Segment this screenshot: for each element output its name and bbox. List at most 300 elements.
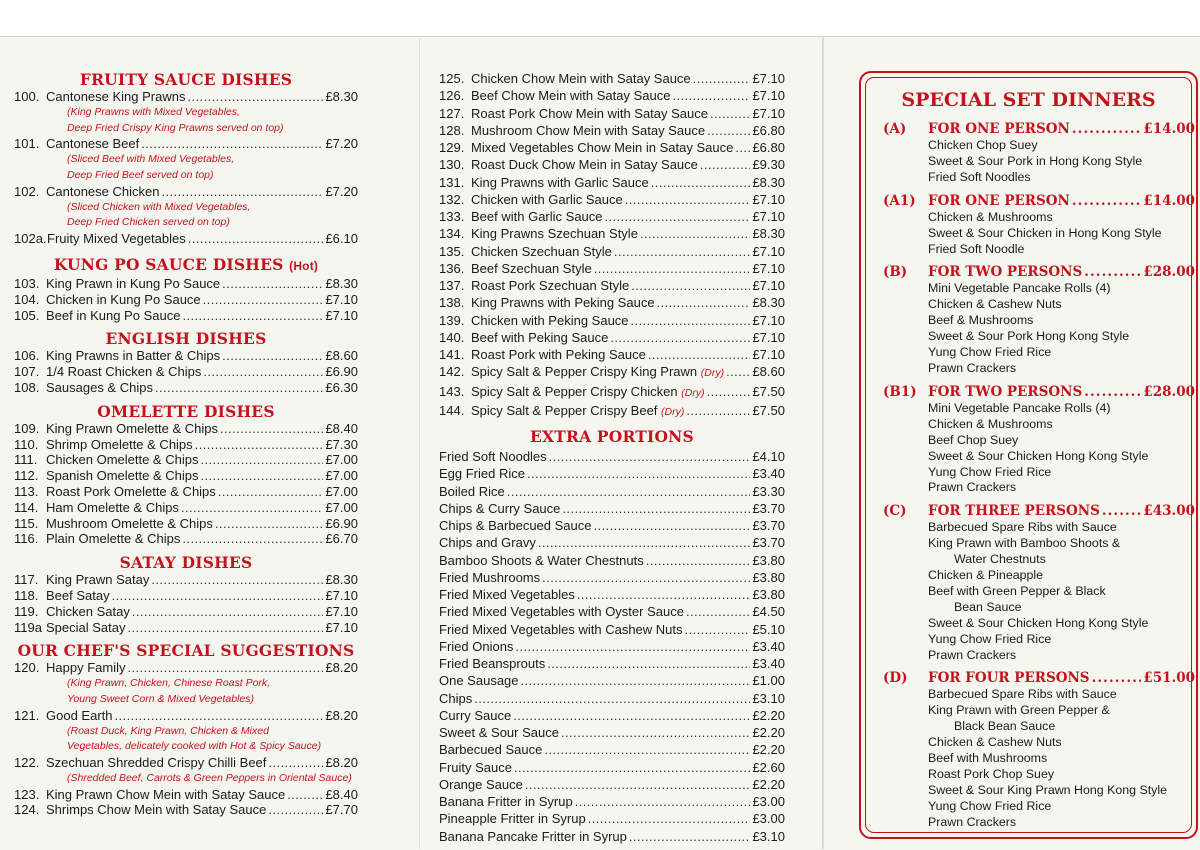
menu-item-row xyxy=(14,421,358,437)
dot-leader xyxy=(625,191,751,208)
item-name-text: Fried Mixed Vegetables with Cashew Nuts xyxy=(439,621,683,637)
item-name-text: Chicken with Peking Sauce xyxy=(471,312,629,328)
item-name-text: Fruity Mixed Vegetables xyxy=(47,231,186,247)
set-item: Mini Vegetable Pancake Rolls (4) xyxy=(928,400,1111,415)
item-price: £7.10 xyxy=(752,243,785,259)
item-name-text: Roast Pork Omelette & Chips xyxy=(46,483,216,499)
menu-item-row xyxy=(439,655,785,672)
dot-leader xyxy=(640,225,751,242)
item-name-text: Cantonese King Prawns xyxy=(46,89,186,104)
menu-item-row xyxy=(14,348,358,364)
item-price: £6.70 xyxy=(325,531,358,547)
item-name-text: Beef Satay xyxy=(46,587,110,603)
item-number: 125. xyxy=(439,71,465,86)
item-number: 122. xyxy=(14,755,40,771)
item-name xyxy=(46,184,159,200)
item-name-text: Fried Soft Noodles xyxy=(439,449,547,464)
menu-item-row xyxy=(439,638,785,655)
menu-item-row xyxy=(439,828,785,845)
set-label: FOR THREE PERSONS xyxy=(928,503,1100,520)
dot-leader xyxy=(203,292,324,308)
item-price: £8.30 xyxy=(752,174,785,190)
item-name xyxy=(439,672,519,689)
item-name xyxy=(471,312,629,329)
dot-leader xyxy=(155,380,324,396)
item-name-text: King Prawns in Batter & Chips xyxy=(46,348,221,364)
item-description: (King Prawn, Chicken, Chinese Roast Pork, xyxy=(67,677,271,690)
dot-leader xyxy=(182,308,323,324)
set-item: Chicken & Mushrooms xyxy=(928,416,1053,431)
item-number: 128. xyxy=(439,122,465,138)
item-name-text: Chips xyxy=(439,690,473,706)
item-name xyxy=(46,588,110,604)
dot-leader xyxy=(161,184,323,200)
item-price: £8.30 xyxy=(325,572,358,588)
item-name xyxy=(46,755,266,771)
item-price: £7.10 xyxy=(325,307,358,323)
item-number: 142. xyxy=(439,364,465,380)
item-name-text: Fried Onions xyxy=(439,638,514,654)
menu-item-row xyxy=(14,660,358,676)
menu-item-row xyxy=(439,724,785,741)
section-title-text: KUNG PO SAUCE DISHES xyxy=(53,254,284,274)
menu-item-row xyxy=(14,484,358,500)
dot-leader xyxy=(549,448,751,465)
dot-leader xyxy=(700,156,751,173)
menu-item-row xyxy=(439,483,785,500)
item-price: £7.10 xyxy=(752,209,785,224)
set-item: Sweet & Sour Chicken in Hong Kong Style xyxy=(928,225,1162,240)
item-name xyxy=(439,707,511,724)
set-item: Beef with Mushrooms xyxy=(928,751,1048,766)
set-item: Beef Chop Suey xyxy=(928,432,1019,447)
menu-item-row xyxy=(439,363,785,382)
item-number: 116. xyxy=(14,531,39,547)
item-price: £5.10 xyxy=(752,621,785,637)
item-name-text: Beef with Garlic Sauce xyxy=(471,209,603,224)
set-label: FOR ONE PERSON xyxy=(928,121,1070,137)
item-name xyxy=(471,122,705,139)
menu-item-row xyxy=(14,787,358,803)
set-item: Bean Sauce xyxy=(954,599,1022,614)
dot-leader xyxy=(474,690,750,707)
item-name xyxy=(439,586,575,603)
item-price: £4.10 xyxy=(752,449,785,464)
set-header xyxy=(883,384,1195,401)
item-price: £3.70 xyxy=(752,518,785,533)
dot-leader xyxy=(268,802,323,818)
item-number: 140. xyxy=(439,329,465,345)
dot-leader xyxy=(646,552,751,569)
menu-item-row xyxy=(14,452,358,468)
section-heading xyxy=(14,641,358,660)
set-item: Barbecued Spare Ribs with Sauce xyxy=(928,520,1117,535)
item-price: £7.10 xyxy=(752,191,785,207)
item-price: £7.10 xyxy=(752,329,785,345)
set-item: King Prawn with Bamboo Shoots & xyxy=(928,536,1121,551)
item-name xyxy=(46,89,185,105)
section-heading xyxy=(14,402,358,421)
dot-leader xyxy=(220,421,323,437)
item-name-text: Cantonese Chicken xyxy=(46,183,160,199)
menu-item-row xyxy=(14,308,358,324)
set-item: Sweet & Sour King Prawn Hong Kong Style xyxy=(928,782,1167,797)
item-number: 129. xyxy=(439,140,465,155)
item-price: £2.20 xyxy=(752,742,785,758)
item-name-text: Chicken with Garlic Sauce xyxy=(471,191,623,207)
item-name-text: Pineapple Fritter in Syrup xyxy=(439,811,586,827)
set-price: £14.00 xyxy=(1143,121,1195,137)
item-name-text: Chicken Omelette & Chips xyxy=(46,452,199,468)
item-name xyxy=(471,105,708,122)
section-title-text: OMELETTE DISHES xyxy=(97,401,275,421)
set-price: £43.00 xyxy=(1143,503,1195,520)
menu-item-row xyxy=(14,516,358,532)
item-price: £7.10 xyxy=(752,260,785,276)
item-name xyxy=(46,516,213,532)
item-name-text: Fried Mixed Vegetables xyxy=(439,587,575,602)
set-item: Prawn Crackers xyxy=(928,647,1017,662)
item-name xyxy=(471,243,612,260)
item-name xyxy=(439,552,644,569)
menu-item-row xyxy=(439,260,785,277)
dot-leader xyxy=(151,572,323,588)
menu-item-row xyxy=(14,708,358,724)
item-name-text: King Prawns Szechuan Style xyxy=(471,226,638,242)
item-number: 119a xyxy=(14,619,42,635)
item-name-text: Orange Sauce xyxy=(439,776,523,792)
dot-leader xyxy=(195,437,324,453)
menu-item-row xyxy=(14,468,358,484)
dot-leader xyxy=(1092,670,1142,687)
dot-leader xyxy=(593,517,750,534)
set-item: Yung Chow Fried Rice xyxy=(928,631,1052,646)
item-price: £2.20 xyxy=(752,725,785,740)
set-item: Water Chestnuts xyxy=(954,552,1046,567)
set-item: Sweet & Sour Chicken Hong Kong Style xyxy=(928,615,1149,630)
menu-item-row xyxy=(14,276,358,292)
item-name-text: Spicy Salt & Pepper Crispy King Prawn xyxy=(471,364,698,380)
section-heading xyxy=(14,70,358,89)
item-name-text: Beef Chow Mein with Satay Sauce xyxy=(471,88,671,104)
dot-leader xyxy=(657,294,751,311)
item-price: £7.10 xyxy=(325,603,358,619)
dot-leader xyxy=(547,655,750,672)
item-name-text: Mixed Vegetables Chow Mein in Satay Sauce xyxy=(471,140,734,155)
set-item: Sweet & Sour Chicken Hong Kong Style xyxy=(928,448,1149,463)
dot-leader xyxy=(651,174,751,191)
item-name xyxy=(439,448,547,465)
menu-item-row xyxy=(439,586,785,603)
item-price: £7.10 xyxy=(752,71,785,86)
item-description: Deep Fried Beef served on top) xyxy=(67,168,214,181)
item-name xyxy=(47,231,186,247)
item-name xyxy=(46,500,179,516)
menu-item-row xyxy=(439,569,785,586)
menu-item-row xyxy=(14,572,358,588)
item-name xyxy=(46,787,285,803)
dot-leader xyxy=(726,363,750,380)
item-name xyxy=(46,660,125,676)
dot-leader xyxy=(115,708,324,724)
set-item: King Prawn with Green Pepper & xyxy=(928,703,1110,718)
item-number: 138. xyxy=(439,295,465,311)
dot-leader xyxy=(513,707,750,724)
item-number: 143. xyxy=(439,383,465,399)
item-name-text: Ham Omelette & Chips xyxy=(46,499,179,515)
set-price: £14.00 xyxy=(1143,192,1195,209)
item-name-text: Chicken Szechuan Style xyxy=(471,243,612,259)
dot-leader xyxy=(181,500,324,516)
item-name-text: Chips & Barbecued Sauce xyxy=(439,518,592,533)
item-name-text: Sausages & Chips xyxy=(46,379,153,395)
menu-item-row xyxy=(439,465,785,482)
set-dinner-list xyxy=(883,121,1195,838)
item-name xyxy=(471,174,649,191)
section-heading xyxy=(14,553,358,572)
item-price: £8.30 xyxy=(325,89,358,104)
item-tag: (Dry) xyxy=(681,386,705,399)
dot-leader xyxy=(686,402,750,419)
set-header xyxy=(883,264,1195,281)
item-number: 101. xyxy=(14,136,40,152)
item-name xyxy=(439,759,512,776)
menu-item-row xyxy=(439,603,785,620)
dot-leader xyxy=(610,329,750,346)
menu-item-row xyxy=(14,755,358,771)
item-number: 115. xyxy=(14,515,39,531)
set-item: Chicken & Pineapple xyxy=(928,568,1044,583)
item-number: 108. xyxy=(14,379,40,395)
menu-item-row xyxy=(439,776,785,793)
dot-leader xyxy=(514,759,750,776)
item-number: 114. xyxy=(14,499,39,515)
item-number: 110. xyxy=(14,436,39,452)
dot-leader xyxy=(1072,121,1141,138)
item-description: Deep Fried Chicken served on top) xyxy=(67,216,230,229)
dot-leader xyxy=(1084,384,1141,401)
fold-line-left xyxy=(419,36,420,849)
dot-leader xyxy=(218,484,324,500)
item-name-text: King Prawn Chow Mein with Satay Sauce xyxy=(46,786,286,802)
set-price: £51.00 xyxy=(1143,670,1195,687)
item-price: £7.10 xyxy=(752,312,785,328)
item-name xyxy=(46,276,220,292)
set-dinner xyxy=(883,670,1195,830)
item-price: £8.20 xyxy=(325,660,358,676)
dot-leader xyxy=(672,87,750,104)
item-name xyxy=(46,620,126,636)
set-item: Prawn Crackers xyxy=(928,814,1017,829)
dot-leader xyxy=(187,89,323,105)
item-price: £1.00 xyxy=(752,673,785,689)
specials-title: SPECIAL SET DINNERS xyxy=(901,89,1156,111)
item-name-text: Chicken Chow Mein with Satay Sauce xyxy=(471,71,691,86)
set-item: Black Bean Sauce xyxy=(954,719,1056,734)
dot-leader xyxy=(588,810,751,827)
dot-leader xyxy=(735,139,750,156)
set-item: Beef with Green Pepper & Black xyxy=(928,583,1106,598)
item-price: £7.10 xyxy=(752,88,785,104)
middle-menu-column xyxy=(439,70,785,845)
set-dinner xyxy=(883,193,1195,258)
item-name xyxy=(46,437,193,453)
item-number: 109. xyxy=(14,420,40,436)
item-price: £3.80 xyxy=(752,569,785,585)
item-number: 134. xyxy=(439,226,465,242)
item-price: £6.90 xyxy=(325,515,358,531)
item-number: 137. xyxy=(439,278,465,293)
item-name xyxy=(471,87,670,104)
dot-leader xyxy=(561,724,750,741)
item-name xyxy=(471,402,684,421)
item-number: 131. xyxy=(439,174,465,190)
item-name-text: Roast Pork with Peking Sauce xyxy=(471,347,646,362)
menu-item-row xyxy=(439,105,785,122)
item-description: (Roast Duck, King Prawn, Chicken & Mixed xyxy=(67,724,269,737)
item-name xyxy=(439,655,545,672)
dot-leader xyxy=(188,231,324,247)
set-item: Yung Chow Fried Rice xyxy=(928,345,1052,360)
set-item: Chicken & Mushrooms xyxy=(928,209,1053,224)
item-price: £8.30 xyxy=(752,226,785,242)
set-price: £28.00 xyxy=(1143,383,1195,400)
item-number: 123. xyxy=(14,786,40,802)
item-number: 104. xyxy=(14,291,40,307)
item-price: £7.00 xyxy=(325,483,358,499)
item-name xyxy=(439,724,559,741)
item-name-text: Chicken in Kung Po Sauce xyxy=(46,291,201,307)
menu-item-row xyxy=(439,174,785,191)
menu-item-row xyxy=(14,89,358,105)
item-name xyxy=(439,690,472,707)
menu-item-row xyxy=(439,329,785,346)
set-label: FOR FOUR PERSONS xyxy=(928,670,1090,687)
item-name xyxy=(439,638,513,655)
item-number: 107. xyxy=(14,364,40,380)
menu-item-row xyxy=(14,437,358,453)
item-name-text: 1/4 Roast Chicken & Chips xyxy=(46,364,202,380)
item-price: £3.00 xyxy=(752,794,785,809)
menu-item-row xyxy=(439,383,785,402)
dot-leader xyxy=(538,534,751,551)
item-price: £3.70 xyxy=(752,535,785,551)
set-header xyxy=(883,670,1195,687)
item-price: £8.60 xyxy=(325,348,358,364)
dot-leader xyxy=(507,483,751,500)
set-item: Yung Chow Fried Rice xyxy=(928,464,1052,479)
item-price: £7.70 xyxy=(325,802,358,818)
item-number: 124. xyxy=(14,802,40,818)
set-item: Sweet & Sour Pork Hong Kong Style xyxy=(928,329,1130,344)
set-item: Chicken & Cashew Nuts xyxy=(928,297,1062,312)
item-number: 106. xyxy=(14,348,40,364)
dot-leader xyxy=(200,468,323,484)
dot-leader xyxy=(527,465,750,482)
item-name-text: Banana Pancake Fritter in Syrup xyxy=(439,828,627,844)
item-name xyxy=(439,828,627,845)
item-name xyxy=(46,380,153,396)
item-name xyxy=(439,483,505,500)
item-name-text: Chicken Satay xyxy=(46,603,130,619)
item-price: £2.60 xyxy=(752,759,785,775)
dot-leader xyxy=(287,787,323,803)
item-price: £3.30 xyxy=(752,483,785,499)
dot-leader xyxy=(707,122,750,139)
item-number: 100. xyxy=(14,89,40,104)
item-number: 135. xyxy=(439,243,465,259)
menu-item-row xyxy=(439,87,785,104)
menu-item-row xyxy=(14,802,358,818)
dot-leader xyxy=(710,105,750,122)
item-name xyxy=(46,348,220,364)
dot-leader xyxy=(182,531,323,547)
dot-leader xyxy=(707,383,751,400)
dot-leader xyxy=(128,620,324,636)
dot-leader xyxy=(685,621,751,638)
item-name-text: Szechuan Shredded Crispy Chilli Beef xyxy=(46,755,267,771)
item-price: £6.10 xyxy=(325,231,358,247)
item-name xyxy=(439,500,560,517)
item-price: £3.70 xyxy=(752,500,785,516)
item-name-text: King Prawns with Garlic Sauce xyxy=(471,174,649,190)
set-code: (D) xyxy=(883,670,908,687)
menu-item-row xyxy=(439,191,785,208)
item-name-text: Plain Omelette & Chips xyxy=(46,531,181,547)
item-name xyxy=(471,329,608,346)
item-price: £2.20 xyxy=(752,776,785,792)
item-name-text: Chips and Gravy xyxy=(439,535,536,551)
dot-leader xyxy=(693,70,751,87)
item-price: £8.30 xyxy=(752,295,785,311)
item-name-text: Curry Sauce xyxy=(439,707,512,723)
item-name-text: Special Satay xyxy=(46,619,126,635)
extra-portions-heading: EXTRA PORTIONS xyxy=(530,427,694,446)
left-menu-column xyxy=(14,70,358,818)
menu-item-row xyxy=(14,500,358,516)
item-name xyxy=(46,308,180,324)
menu-item-row xyxy=(14,531,358,547)
menu-item-row xyxy=(439,707,785,724)
dot-leader xyxy=(577,586,751,603)
item-price: £7.50 xyxy=(752,402,785,418)
item-name xyxy=(471,260,592,277)
set-dinner xyxy=(883,121,1195,186)
dot-leader xyxy=(631,277,750,294)
dot-leader xyxy=(112,588,324,604)
menu-item-row xyxy=(14,292,358,308)
set-item: Prawn Crackers xyxy=(928,360,1017,375)
item-number: 133. xyxy=(439,209,465,224)
item-name-text: King Prawns with Peking Sauce xyxy=(471,295,655,311)
item-tag: (Dry) xyxy=(700,367,725,380)
set-header xyxy=(883,503,1195,520)
scan-top-margin xyxy=(0,0,1200,36)
menu-item-row xyxy=(14,604,358,620)
item-name xyxy=(471,191,623,208)
menu-item-row xyxy=(14,231,358,247)
dot-leader xyxy=(605,208,751,225)
menu-item-row xyxy=(439,208,785,225)
item-number: 112. xyxy=(14,468,39,484)
item-price: £4.50 xyxy=(752,604,785,620)
menu-item-row xyxy=(14,136,358,152)
item-name xyxy=(439,810,586,827)
item-description: (Sliced Chicken with Mixed Vegetables, xyxy=(67,200,251,213)
set-price: £28.00 xyxy=(1143,264,1195,281)
set-header xyxy=(883,193,1195,210)
item-name-text: Barbecued Sauce xyxy=(439,742,543,758)
